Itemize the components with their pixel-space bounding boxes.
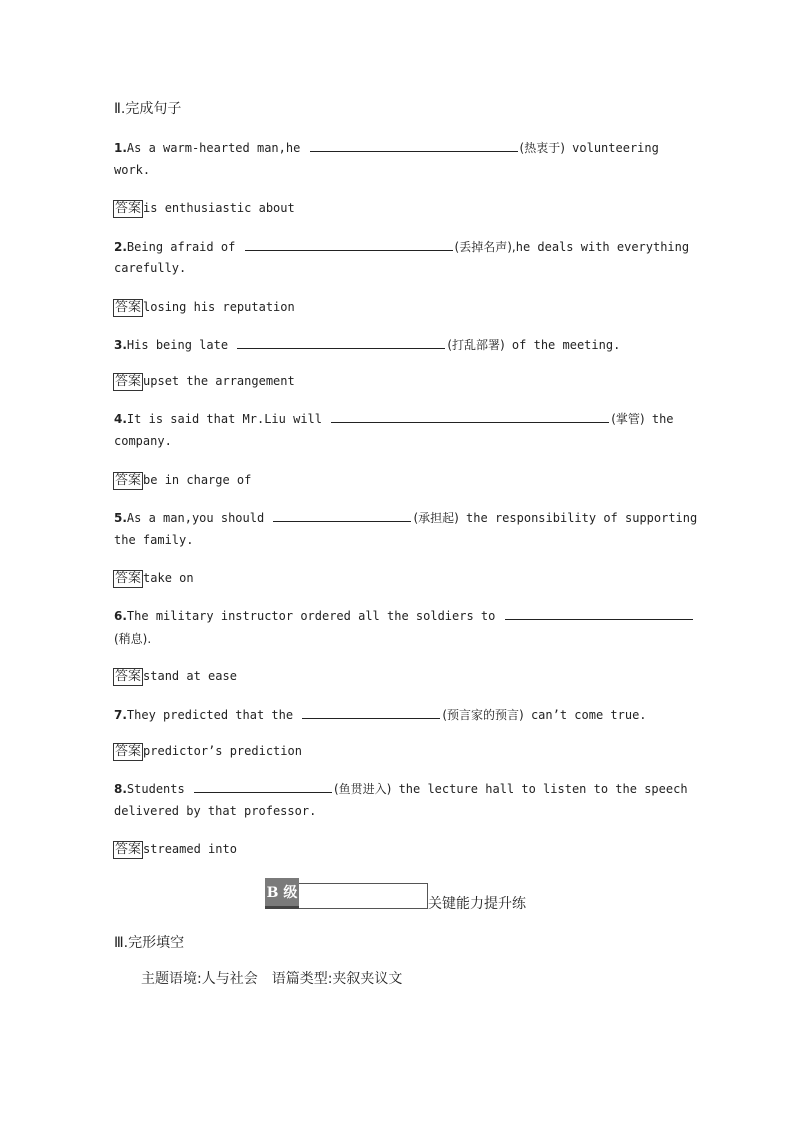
question-number: 4. [114, 412, 127, 426]
answer-row-1 [113, 197, 295, 218]
question-text: His being late [126, 338, 229, 352]
question-8 [114, 780, 688, 797]
answer-badge: 答案 [115, 201, 142, 216]
question-2 [114, 238, 689, 255]
section-meta: 主题语境:人与社会 语篇类型:夹叙夹议文 [141, 971, 403, 987]
answer-row-4 [113, 469, 251, 490]
question-text: As a man,you should [126, 511, 265, 525]
question-text: Being afraid of [126, 240, 236, 254]
question-number: 2. [114, 240, 127, 254]
question-text: he deals with everything [515, 240, 690, 254]
level-empty-box [299, 883, 428, 909]
question-text: Students [126, 782, 185, 796]
answer-blank[interactable] [194, 780, 332, 793]
section-title-2: Ⅱ.完成句子 [114, 101, 182, 117]
question-text: The military instructor ordered all the soldiers to [126, 609, 496, 623]
answer-badge: 答案 [115, 669, 142, 684]
question-text: volunteering [572, 141, 659, 155]
answer-row-3 [113, 370, 295, 391]
question-2-line2: carefully. [114, 261, 187, 275]
answer-row-2 [113, 296, 295, 317]
answer-text: predictor’s prediction [143, 744, 302, 758]
question-text: It is said that Mr.Liu will [126, 412, 322, 426]
question-7 [114, 706, 647, 723]
answer-badge: 答案 [115, 571, 142, 586]
question-5 [114, 509, 697, 526]
answer-row-6 [113, 665, 237, 686]
answer-blank[interactable] [331, 410, 609, 423]
answer-blank[interactable] [237, 336, 445, 349]
level-label: 关键能力提升练 [428, 896, 526, 912]
answer-badge: 答案 [115, 744, 142, 759]
answer-row-5 [113, 567, 194, 588]
answer-row-8 [113, 838, 237, 859]
question-number: 3. [114, 338, 127, 352]
question-text: the [651, 412, 674, 426]
question-text: As a warm-hearted man,he [126, 141, 301, 155]
section-title-3: Ⅲ.完形填空 [114, 935, 185, 951]
question-text: can’t come true. [530, 708, 647, 722]
chinese-hint: (预言家的预言) [442, 708, 524, 722]
question-4 [114, 410, 674, 427]
question-5-line2: the family. [114, 533, 194, 547]
question-8-line2: delivered by that professor. [114, 804, 317, 818]
answer-blank[interactable] [505, 607, 693, 620]
answer-badge: 答案 [115, 473, 142, 488]
question-3 [114, 336, 620, 353]
answer-badge: 答案 [115, 300, 142, 315]
answer-text: losing his reputation [143, 300, 295, 314]
level-badge: B 级 [265, 878, 299, 909]
answer-text: be in charge of [143, 473, 252, 487]
question-number: 1. [114, 141, 127, 155]
question-number: 6. [114, 609, 127, 623]
question-number: 7. [114, 708, 127, 722]
chinese-hint: (丢掉名声), [454, 240, 516, 254]
question-text: They predicted that the [126, 708, 294, 722]
answer-text: upset the arrangement [143, 374, 295, 388]
chinese-hint: (打乱部署) [447, 338, 505, 352]
question-number: 5. [114, 511, 127, 525]
answer-badge: 答案 [115, 374, 142, 389]
answer-text: is enthusiastic about [143, 201, 295, 215]
answer-text: streamed into [143, 842, 237, 856]
question-6-line2: (稍息). [114, 632, 152, 646]
level-banner [265, 878, 526, 912]
answer-badge: 答案 [115, 842, 142, 857]
answer-blank[interactable] [245, 238, 453, 251]
chinese-hint: (承担起) [413, 511, 459, 525]
question-text: the responsibility of supporting [466, 511, 698, 525]
answer-text: take on [143, 571, 194, 585]
question-1-line2: work. [114, 163, 151, 177]
question-1 [114, 139, 659, 156]
answer-blank[interactable] [302, 706, 440, 719]
chinese-hint: (热衷于) [519, 141, 565, 155]
question-number: 8. [114, 782, 127, 796]
answer-blank[interactable] [310, 139, 518, 152]
chinese-hint: (掌管) [611, 412, 645, 426]
question-text: of the meeting. [511, 338, 621, 352]
answer-text: stand at ease [143, 669, 237, 683]
answer-blank[interactable] [273, 509, 411, 522]
question-text: the lecture hall to listen to the speech [398, 782, 688, 796]
answer-row-7 [113, 740, 302, 761]
chinese-hint: (鱼贯进入) [333, 782, 392, 796]
question-6 [114, 607, 695, 623]
question-4-line2: company. [114, 434, 172, 448]
